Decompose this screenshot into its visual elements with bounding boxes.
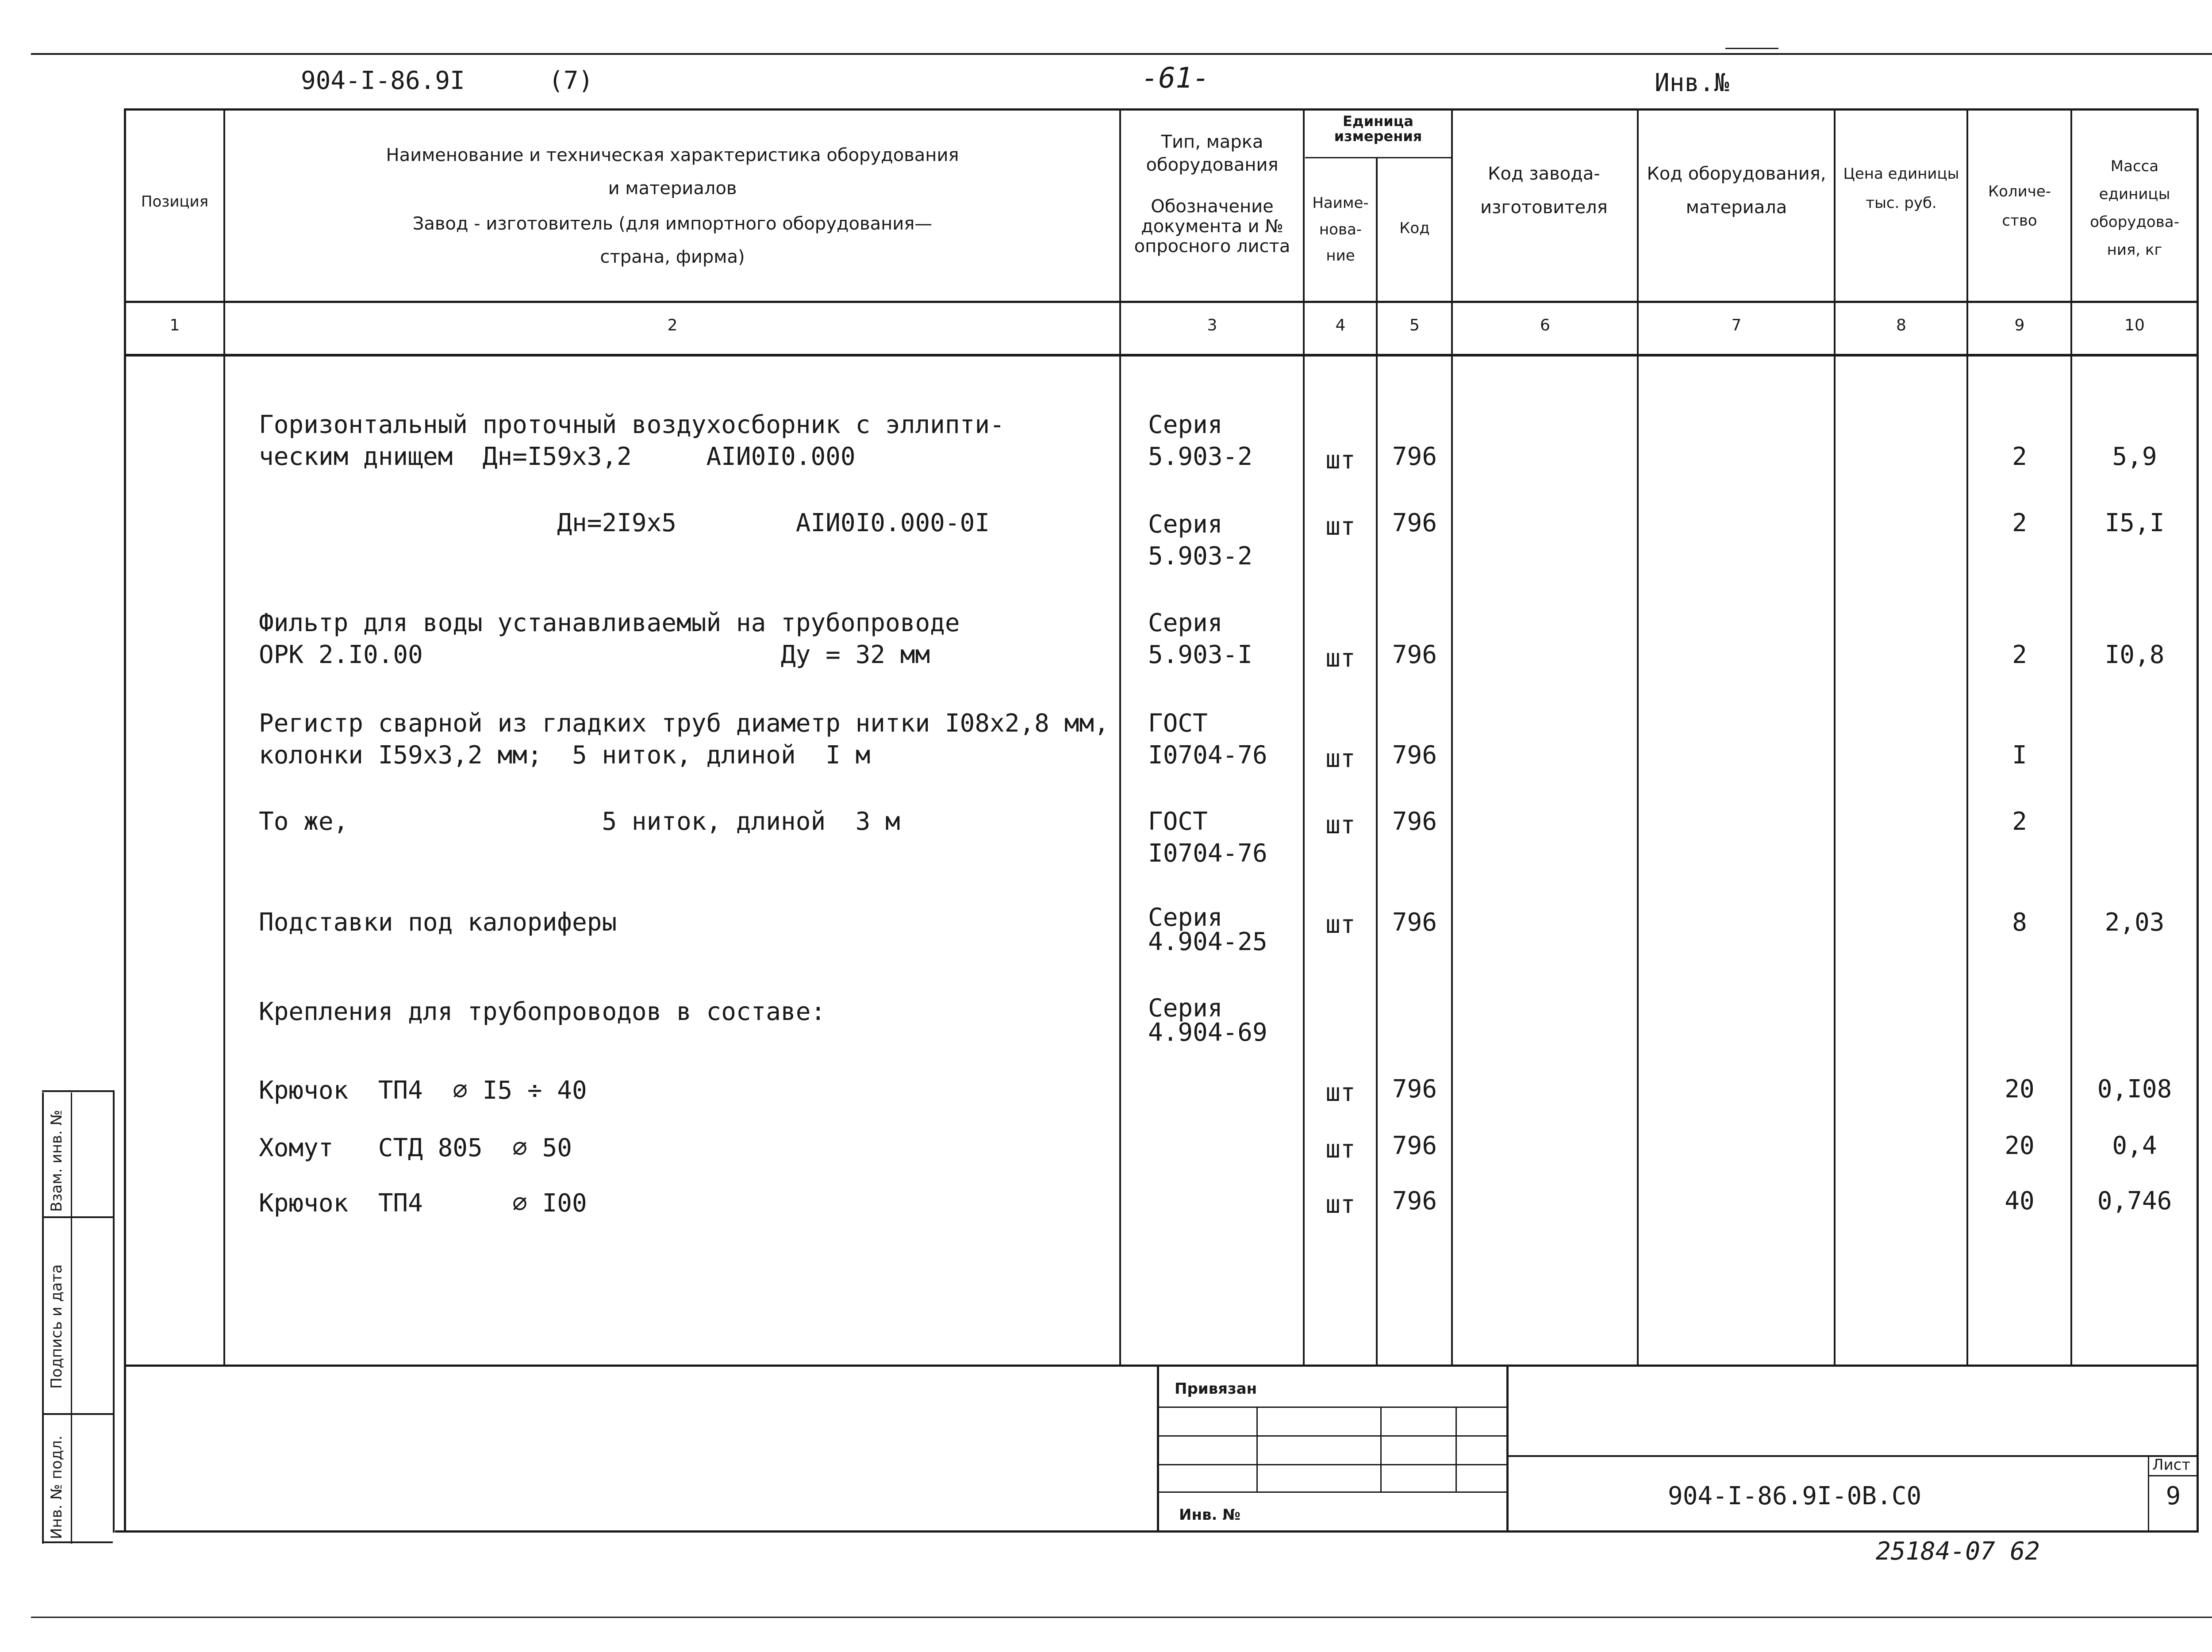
row-unit: шт (1325, 744, 1356, 773)
row-name-line: Крючок ТП4 ∅ I00 (259, 1189, 587, 1218)
row-doc-line: 5.903-I (1148, 640, 1253, 669)
header-factory-code: Код завода-изготовителя (1480, 164, 1608, 218)
header-name-line1: Наименование и техническая характеристика оборудования (386, 145, 959, 165)
column-number: 3 (1207, 316, 1217, 334)
inv-label: Инв.№ (1655, 69, 1729, 97)
doc-code: 904-I-86.9I (301, 66, 465, 95)
row-name-line: Подставки под калориферы (259, 908, 617, 937)
row-code: 796 (1392, 741, 1437, 770)
stamp-privyazan: Привязан (1175, 1380, 1257, 1398)
header-equipment-code: Код оборудования, материала (1647, 164, 1826, 218)
header-mass: Масса единицы оборудова-ния, кг (2090, 157, 2179, 259)
row-name-line: ОРК 2.I0.00 Ду = 32 мм (259, 640, 930, 669)
archive-number: 25184-07 62 (1876, 1537, 2040, 1566)
header-price: Цена единицы тыс. руб. (1843, 165, 1959, 212)
header-unit-code: Код (1399, 219, 1430, 237)
row-qty: 20 (2005, 1131, 2035, 1160)
row-unit: шт (1325, 644, 1356, 673)
side-label-podpis: Подпись и дата (48, 1264, 65, 1389)
row-code: 796 (1392, 1131, 1437, 1160)
row-unit: шт (1325, 811, 1356, 839)
column-number: 7 (1731, 316, 1742, 334)
row-doc-line: 4.904-69 (1148, 1018, 1267, 1047)
column-number: 8 (1896, 316, 1906, 334)
page-number: -61- (1141, 62, 1210, 95)
header-unit: Единица измерения (1334, 113, 1422, 145)
stamp-sheet-label: Лист (2152, 1456, 2191, 1474)
row-mass: 5,9 (2112, 442, 2157, 471)
row-qty: 2 (2012, 442, 2027, 471)
row-name-line: Фильтр для воды устанавливаемый на трубопроводе (259, 609, 960, 637)
row-doc-line: 5.903-2 (1148, 542, 1253, 571)
row-name-line: Хомут СТД 805 ∅ 50 (259, 1134, 572, 1162)
row-doc-line: Серия (1148, 510, 1223, 539)
row-code: 796 (1392, 640, 1437, 669)
column-number: 4 (1335, 316, 1346, 334)
row-qty: 20 (2005, 1075, 2035, 1104)
row-code: 796 (1392, 1075, 1437, 1104)
header-position: Позиция (141, 193, 209, 211)
row-qty: 8 (2012, 908, 2027, 937)
header-name-line2: и материалов (608, 178, 737, 199)
row-name-line: Дн=2I9x5 AIИ0I0.000-0I (259, 509, 990, 537)
row-name-line: Горизонтальный проточный воздухосборник с эллипти- (259, 410, 1005, 439)
row-doc-line: I0704-76 (1148, 741, 1267, 770)
row-mass: 0,4 (2112, 1131, 2157, 1160)
row-name-line: колонки I59x3,2 мм; 5 ниток, длиной I м (259, 741, 871, 770)
row-code: 796 (1392, 1187, 1437, 1215)
side-label-vzam: Взам. инв. № (48, 1110, 65, 1212)
row-qty: 2 (2012, 640, 2027, 669)
row-code: 796 (1392, 908, 1437, 937)
row-code: 796 (1392, 807, 1437, 836)
stamp-doc-designation: 904-I-86.9I-0B.C0 (1668, 1482, 1922, 1510)
stamp-inv-no: Инв. № (1179, 1506, 1241, 1524)
column-number: 1 (169, 316, 180, 334)
row-qty: 2 (2012, 509, 2027, 537)
row-doc-line: Серия (1148, 609, 1223, 637)
row-doc-line: ГОСТ (1148, 709, 1208, 738)
row-doc-line: 4.904-25 (1148, 928, 1267, 956)
row-doc-line: I0704-76 (1148, 839, 1267, 868)
column-number: 5 (1409, 316, 1420, 334)
column-number: 10 (2124, 316, 2145, 334)
header-type: Тип, марка оборудования (1146, 132, 1279, 175)
row-qty: 2 (2012, 807, 2027, 836)
column-number: 6 (1540, 316, 1550, 334)
row-unit: шт (1325, 1190, 1356, 1219)
side-label-inv-podl: Инв. № подл. (48, 1435, 65, 1539)
row-qty: I (2012, 741, 2027, 770)
header-quantity: Количе-ство (1988, 183, 2051, 230)
row-mass: I5,I (2104, 509, 2165, 537)
row-unit: шт (1325, 512, 1356, 541)
header-name-line3: Завод - изготовитель (для импортного оборудования— (412, 214, 933, 234)
row-unit: шт (1325, 1078, 1356, 1107)
header-doc: Обозначение документа и № опросного листа (1134, 196, 1290, 257)
row-mass: 0,746 (2097, 1187, 2172, 1215)
row-doc-line: 5.903-2 (1148, 442, 1253, 471)
row-unit: шт (1325, 446, 1356, 475)
row-unit: шт (1325, 910, 1356, 939)
stamp-sheet-number: 9 (2166, 1482, 2181, 1510)
column-number: 2 (667, 316, 678, 334)
row-doc-line: Серия (1148, 903, 1223, 932)
row-mass: 2,03 (2104, 908, 2165, 937)
row-qty: 40 (2005, 1187, 2035, 1215)
row-name-line: ческим днищем Дн=I59x3,2 AIИ0I0.000 (259, 442, 856, 471)
row-unit: шт (1325, 1135, 1356, 1164)
row-doc-line: ГОСТ (1148, 807, 1208, 836)
row-name-line: Крючок ТП4 ∅ I5 ÷ 40 (259, 1076, 587, 1105)
row-name-line: Регистр сварной из гладких труб диаметр нитки I08x2,8 мм, (259, 709, 1109, 738)
row-code: 796 (1392, 509, 1437, 537)
row-code: 796 (1392, 442, 1437, 471)
row-doc-line: Серия (1148, 994, 1223, 1023)
header-name-line4: страна, фирма) (600, 247, 745, 267)
row-name-line: То же, 5 ниток, длиной 3 м (259, 807, 900, 836)
row-name-line: Крепления для трубопроводов в составе: (259, 997, 826, 1026)
doc-suffix: (7) (549, 66, 594, 95)
row-mass: 0,I08 (2097, 1075, 2172, 1104)
row-mass: I0,8 (2104, 640, 2165, 669)
column-number: 9 (2014, 316, 2025, 334)
header-unit-name: Наиме-нова-ние (1312, 194, 1369, 264)
row-doc-line: Серия (1148, 410, 1223, 439)
